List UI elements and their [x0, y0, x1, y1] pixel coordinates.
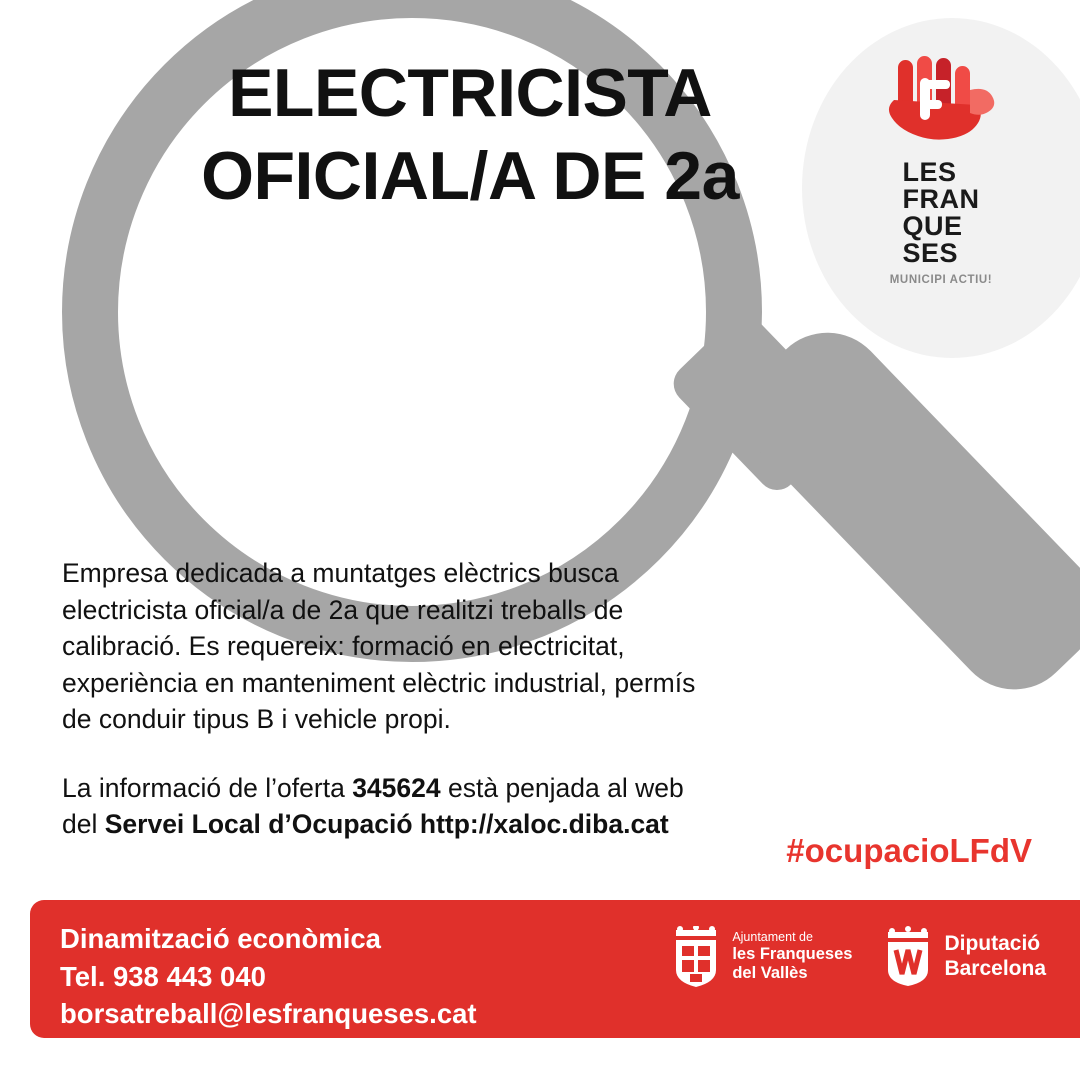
offer-service-link[interactable]: Servei Local d’Ocupació http://xaloc.diba.cat [104, 809, 669, 840]
offer-number: 345624 [352, 772, 441, 803]
logo-diputacio [882, 926, 1046, 988]
footer-email[interactable]: borsatreball@lesfranqueses.cat [60, 998, 477, 1030]
footer-department: Dinamització econòmica [60, 923, 381, 954]
diputacio-logo-text [944, 932, 1046, 982]
ajuntament-line-1: Ajuntament de [732, 930, 813, 945]
hand-f-logo-icon [884, 56, 1004, 151]
footer-logos [670, 926, 1046, 988]
ajuntament-line-3: del Vallès [732, 964, 808, 983]
offer-intro-text: La informació de l’oferta [62, 772, 353, 803]
footer-phone[interactable]: Tel. 938 443 040 [60, 960, 266, 992]
page-title [120, 52, 820, 218]
magnifier-handle [721, 308, 1080, 714]
job-description [62, 555, 722, 843]
brand-word-line-3: QUE [902, 211, 963, 241]
diputacio-line-1: Diputació [944, 932, 1041, 956]
job-description-paragraph: Empresa dedicada a muntatges elèctrics busca electricista oficial/a de 2a que realitzi treballs de calibració. Es requereix: formació en electricitat, experiència en manteniment elèctric industrial, permís de conduir tipus B i vehicle propi. [62, 558, 696, 735]
brand-wordmark [903, 159, 980, 267]
brand-word-line-2: FRAN [902, 184, 980, 214]
headline-line-2: OFICIAL/A DE 2a [201, 137, 739, 214]
ajuntament-crest-icon [670, 926, 722, 988]
ajuntament-line-2: les Franqueses [732, 944, 853, 963]
footer-contact-block [60, 920, 477, 1033]
diputacio-crest-icon [882, 926, 934, 988]
ajuntament-logo-text [732, 930, 852, 984]
footer-bar [30, 900, 1080, 1038]
logo-ajuntament [670, 926, 852, 988]
offer-reference-paragraph [62, 770, 722, 843]
headline-line-1: ELECTRICISTA [228, 55, 712, 131]
offer-middle-text: està penjada al web del [62, 772, 684, 840]
brand-word-line-4: SES [902, 238, 959, 268]
diputacio-line-2: Barcelona [944, 957, 1046, 980]
brand-tagline: MUNICIPI ACTIU! [889, 274, 993, 286]
brand-badge [802, 18, 1080, 358]
brand-word-line-1: LES [902, 157, 957, 187]
hashtag: #ocupacioLFdV [786, 832, 1032, 869]
